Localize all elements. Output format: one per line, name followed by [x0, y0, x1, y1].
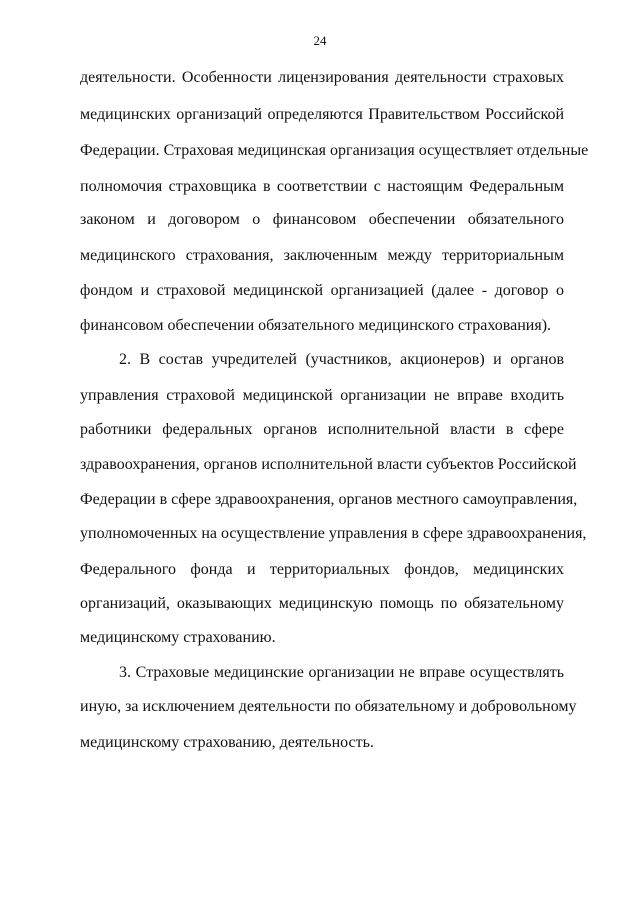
text-line: медицинскому страхованию. — [80, 629, 276, 646]
text-line: финансовом обеспечении обязательного медицинского страхования). — [80, 317, 552, 334]
text-line: медицинскому страхованию, деятельность. — [80, 734, 374, 751]
text-line: 3. Страховые медицинские организации не вправе осуществлять — [119, 664, 564, 681]
text-line: управления страховой медицинской организации не вправе входить — [80, 387, 564, 404]
text-line: иную, за исключением деятельности по обязательному и добровольному — [80, 698, 577, 715]
page-number: 24 — [313, 33, 327, 48]
text-line: организаций, оказывающих медицинскую помощь по обязательному — [80, 595, 564, 612]
text-line: здравоохранения, органов исполнительной власти субъектов Российской — [80, 456, 577, 473]
text-line: медицинского страхования, заключенным между территориальным — [80, 247, 564, 264]
text-line: 2. В состав учредителей (участников, акционеров) и органов — [119, 351, 564, 368]
text-line: деятельности. Особенности лицензирования деятельности страховых — [80, 69, 564, 86]
text-line: Федерации в сфере здравоохранения, органов местного самоуправления, — [80, 491, 578, 508]
text-line: полномочия страховщика в соответствии с настоящим Федеральным — [80, 178, 564, 195]
text-line: уполномоченных на осуществление управления в сфере здравоохранения, — [80, 525, 587, 542]
text-line: фондом и страховой медицинской организацией (далее - договор о — [80, 282, 564, 299]
text-line: Федерации. Страховая медицинская организация осуществляет отдельные — [80, 142, 589, 159]
text-line: медицинских организаций определяются Правительством Российской — [80, 106, 564, 123]
text-line: Федерального фонда и территориальных фондов, медицинских — [80, 561, 564, 578]
text-line: работники федеральных органов исполнительной власти в сфере — [80, 421, 564, 438]
text-line: законом и договором о финансовом обеспечении обязательного — [80, 211, 564, 228]
